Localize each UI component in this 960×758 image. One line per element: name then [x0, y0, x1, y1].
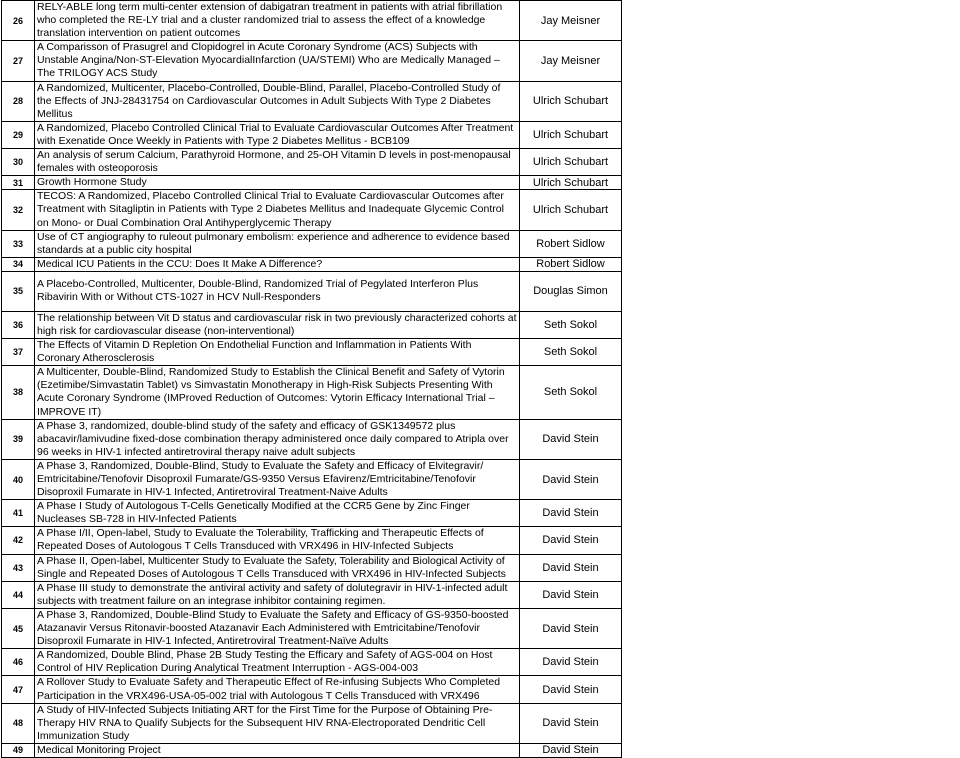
row-number: 46 — [2, 649, 35, 676]
study-title: A Phase I/II, Open-label, Study to Evaluate the Tolerability, Trafficking and Therapeutic Effects of Repeated Doses of Autologous T Cells Transduced with VRX496 in HIV-Infected Subjects — [35, 527, 520, 554]
row-number: 32 — [2, 190, 35, 230]
row-number: 44 — [2, 581, 35, 608]
row-number: 28 — [2, 81, 35, 121]
investigator-name: Ulrich Schubart — [520, 149, 622, 176]
table-row — [2, 257, 622, 271]
investigator-name: David Stein — [520, 581, 622, 608]
table-row — [2, 581, 622, 608]
investigator-name: Ulrich Schubart — [520, 81, 622, 121]
investigator-name: David Stein — [520, 649, 622, 676]
row-number: 33 — [2, 230, 35, 257]
investigator-name: Ulrich Schubart — [520, 176, 622, 190]
table-row — [2, 703, 622, 743]
table-row — [2, 459, 622, 499]
row-number: 37 — [2, 339, 35, 366]
investigator-name: Seth Sokol — [520, 366, 622, 419]
investigator-name: David Stein — [520, 743, 622, 757]
row-number: 47 — [2, 676, 35, 703]
table-row — [2, 1, 622, 41]
table-row — [2, 500, 622, 527]
table-row — [2, 366, 622, 419]
study-title: A Phase 3, randomized, double-blind study of the safety and efficacy of GSK1349572 plus abacavir/lamivudine fixed-dose combination therapy administered once daily compared to Atripla over 96 weeks in HIV-1 infected antiretroviral therapy naive adult subjects — [35, 419, 520, 459]
investigator-name: Ulrich Schubart — [520, 190, 622, 230]
row-number: 49 — [2, 743, 35, 757]
study-title: The Effects of Vitamin D Repletion On Endothelial Function and Inflammation in Patients With Coronary Atherosclerosis — [35, 339, 520, 366]
study-title: Use of CT angiography to ruleout pulmonary embolism: experience and adherence to evidence based standards at a public city hospital — [35, 230, 520, 257]
table-row — [2, 149, 622, 176]
investigator-name: Douglas Simon — [520, 271, 622, 311]
table-row — [2, 121, 622, 148]
investigator-name: Robert Sidlow — [520, 230, 622, 257]
table-row — [2, 271, 622, 311]
row-number: 42 — [2, 527, 35, 554]
row-number: 27 — [2, 41, 35, 81]
table-row — [2, 81, 622, 121]
row-number: 26 — [2, 1, 35, 41]
row-number: 34 — [2, 257, 35, 271]
study-title: A Randomized, Multicenter, Placebo-Controlled, Double-Blind, Parallel, Placebo-Controlled Study of the Effects of JNJ-28431754 on Cardiovascular Outcomes in Adult Subjects With Type 2 Diabetes Mellitus — [35, 81, 520, 121]
table-row — [2, 176, 622, 190]
study-title: Medical Monitoring Project — [35, 743, 520, 757]
table-row — [2, 419, 622, 459]
study-title: RELY-ABLE long term multi-center extension of dabigatran treatment in patients with atrial fibrillation who completed the RE-LY trial and a cluster randomized trial to assess the effect of a knowledge translation intervention on patient outcomes — [35, 1, 520, 41]
row-number: 29 — [2, 121, 35, 148]
study-title: A Phase 3, Randomized, Double-Blind, Study to Evaluate the Safety and Efficacy of Elvitegravir/ Emtricitabine/Tenofovir Disoproxil Fumarate/GS-9350 Versus Efavirenz/Emtricitabine/Tenofovir Disoproxil Fumarate in HIV-1 Infected, Antiretroviral Treatment-Naive Adults — [35, 459, 520, 499]
studies-table-body — [2, 1, 622, 758]
study-title: A Rollover Study to Evaluate Safety and Therapeutic Effect of Re-infusing Subjects Who Completed Participation in the VRX496-USA-05-002 trial with Autologous T Cells Transduced with VRX496 — [35, 676, 520, 703]
investigator-name: David Stein — [520, 703, 622, 743]
investigator-name: Jay Meisner — [520, 41, 622, 81]
row-number: 30 — [2, 149, 35, 176]
study-title: The relationship between Vit D status and cardiovascular risk in two previously characterized cohorts at high risk for cardiovascular disease (non-interventional) — [35, 311, 520, 338]
study-title: A Phase 3, Randomized, Double-Blind Study to Evaluate the Safety and Efficacy of GS-9350-boosted Atazanavir Versus Ritonavir-boosted Atazanavir Each Administered with Emtricitabine/Tenofovir Disoproxil Fumarate in HIV-1 Infected, Antiretroviral Treatment-Naïve Adults — [35, 608, 520, 648]
investigator-name: Seth Sokol — [520, 311, 622, 338]
row-number: 43 — [2, 554, 35, 581]
investigator-name: Jay Meisner — [520, 1, 622, 41]
study-title: A Phase III study to demonstrate the antiviral activity and safety of dolutegravir in HIV-1-infected adult subjects with treatment failure on an integrase inhibitor containing regimen. — [35, 581, 520, 608]
row-number: 35 — [2, 271, 35, 311]
row-number: 40 — [2, 459, 35, 499]
study-title: An analysis of serum Calcium, Parathyroid Hormone, and 25-OH Vitamin D levels in post-menopausal females with osteoporosis — [35, 149, 520, 176]
investigator-name: David Stein — [520, 676, 622, 703]
row-number: 45 — [2, 608, 35, 648]
investigator-name: David Stein — [520, 459, 622, 499]
row-number: 38 — [2, 366, 35, 419]
investigator-name: David Stein — [520, 419, 622, 459]
table-row — [2, 311, 622, 338]
row-number: 41 — [2, 500, 35, 527]
table-row — [2, 339, 622, 366]
investigator-name: David Stein — [520, 554, 622, 581]
study-title: A Phase I Study of Autologous T-Cells Genetically Modified at the CCR5 Gene by Zinc Finger Nucleases SB-728 in HIV-Infected Patients — [35, 500, 520, 527]
investigator-name: David Stein — [520, 608, 622, 648]
investigator-name: Seth Sokol — [520, 339, 622, 366]
table-row — [2, 230, 622, 257]
table-row — [2, 676, 622, 703]
study-title: Medical ICU Patients in the CCU: Does It Make A Difference? — [35, 257, 520, 271]
study-title: A Placebo-Controlled, Multicenter, Double-Blind, Randomized Trial of Pegylated Interferon Plus Ribavirin With or Without CTS-1027 in HCV Null-Responders — [35, 271, 520, 311]
row-number: 31 — [2, 176, 35, 190]
study-title: Growth Hormone Study — [35, 176, 520, 190]
table-row — [2, 41, 622, 81]
study-title: TECOS: A Randomized, Placebo Controlled Clinical Trial to Evaluate Cardiovascular Outcomes after Treatment with Sitagliptin in Patients with Type 2 Diabetes Mellitus and Inadequate Glycemic Control on Mono- or Dual Combination Oral Antihyperglycemic Therapy — [35, 190, 520, 230]
investigator-name: Robert Sidlow — [520, 257, 622, 271]
study-title: A Comparisson of Prasugrel and Clopidogrel in Acute Coronary Syndrome (ACS) Subjects with Unstable Angina/Non-ST-Elevation MyocardialInfarction (UA/STEMI) Who are Medically Managed – The TRILOGY ACS Study — [35, 41, 520, 81]
study-title: A Randomized, Placebo Controlled Clinical Trial to Evaluate Cardiovascular Outcomes After Treatment with Exenatide Once Weekly in Patients with Type 2 Diabetes Mellitus - BCB109 — [35, 121, 520, 148]
study-title: A Phase II, Open-label, Multicenter Study to Evaluate the Safety, Tolerability and Biological Activity of Single and Repeated Doses of Autologous T Cells Transduced with VRX496 in HIV-Infected Subjects — [35, 554, 520, 581]
table-row — [2, 554, 622, 581]
row-number: 36 — [2, 311, 35, 338]
study-title: A Study of HIV-Infected Subjects Initiating ART for the First Time for the Purpose of Obtaining Pre-Therapy HIV RNA to Qualify Subjects for the Subsequent HIV RNA-Electroporated Dendritic Cell Immunization Study — [35, 703, 520, 743]
investigator-name: Ulrich Schubart — [520, 121, 622, 148]
study-title: A Randomized, Double Blind, Phase 2B Study Testing the Efficary and Safety of AGS-004 on Host Control of HIV Replication During Analytical Treatment Interruption - AGS-004-003 — [35, 649, 520, 676]
investigator-name: David Stein — [520, 527, 622, 554]
table-row — [2, 527, 622, 554]
table-row — [2, 608, 622, 648]
row-number: 48 — [2, 703, 35, 743]
table-row — [2, 190, 622, 230]
investigator-name: David Stein — [520, 500, 622, 527]
study-title: A Multicenter, Double-Blind, Randomized Study to Establish the Clinical Benefit and Safety of Vytorin (Ezetimibe/Simvastatin Tablet) vs Simvastatin Monotherapy in High-Risk Subjects Presenting With Acute Coronary Syndrome (IMProved Reduction of Outcomes: Vytorin Efficacy International Trial – IMPROVE IT) — [35, 366, 520, 419]
row-number: 39 — [2, 419, 35, 459]
table-row — [2, 743, 622, 757]
studies-table — [1, 0, 622, 758]
table-row — [2, 649, 622, 676]
